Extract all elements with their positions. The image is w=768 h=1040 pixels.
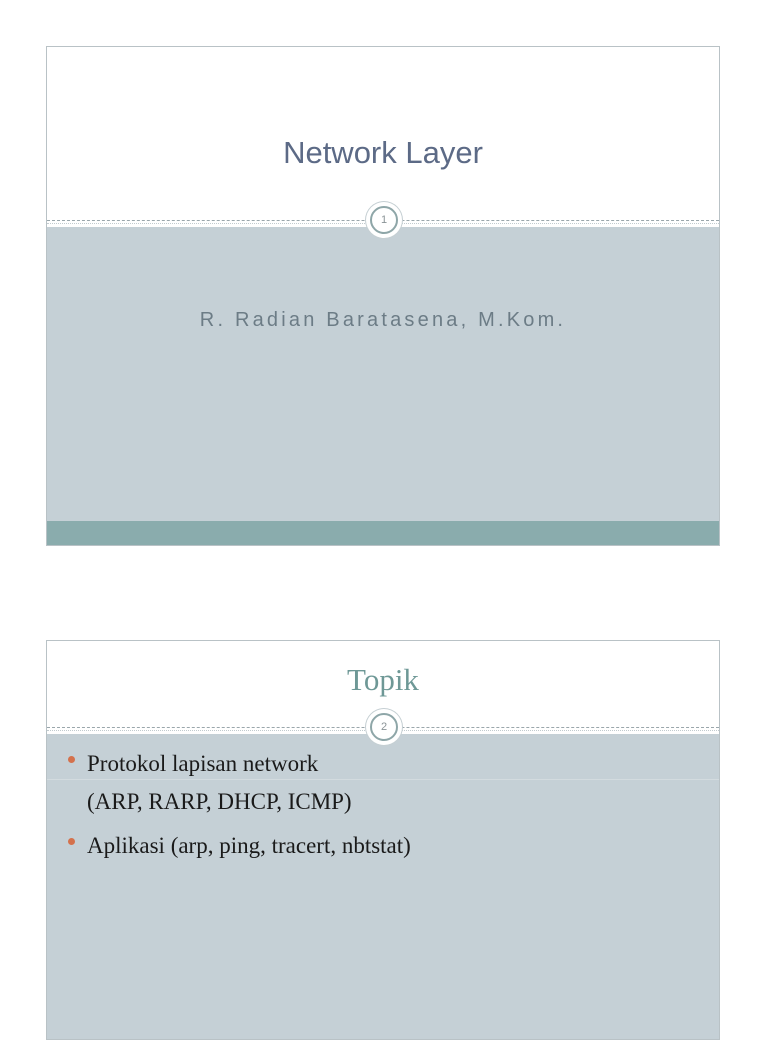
bullet-item	[65, 827, 699, 865]
slide-title: Topik	[347, 662, 419, 697]
slide-number-badge	[366, 202, 402, 238]
bullet-text: Protokol lapisan network	[87, 751, 319, 776]
footer-band	[47, 521, 719, 545]
bullet-dot-icon	[68, 838, 75, 845]
slide-subtitle: R. Radian Baratasena, M.Kom.	[199, 309, 567, 331]
bullet-dot-icon	[68, 756, 75, 763]
slide-1	[46, 46, 720, 546]
bullet-item	[65, 745, 699, 821]
bullet-list	[65, 745, 699, 871]
slide-number: 1	[370, 206, 398, 234]
slide-2	[46, 640, 720, 1040]
bullet-text-continued: (ARP, RARP, DHCP, ICMP)	[87, 789, 352, 814]
slide-title: Network Layer	[283, 135, 483, 170]
slide-number-badge	[366, 709, 402, 745]
slide-number: 2	[370, 713, 398, 741]
bullet-text: Aplikasi (arp, ping, tracert, nbtstat)	[87, 833, 411, 858]
